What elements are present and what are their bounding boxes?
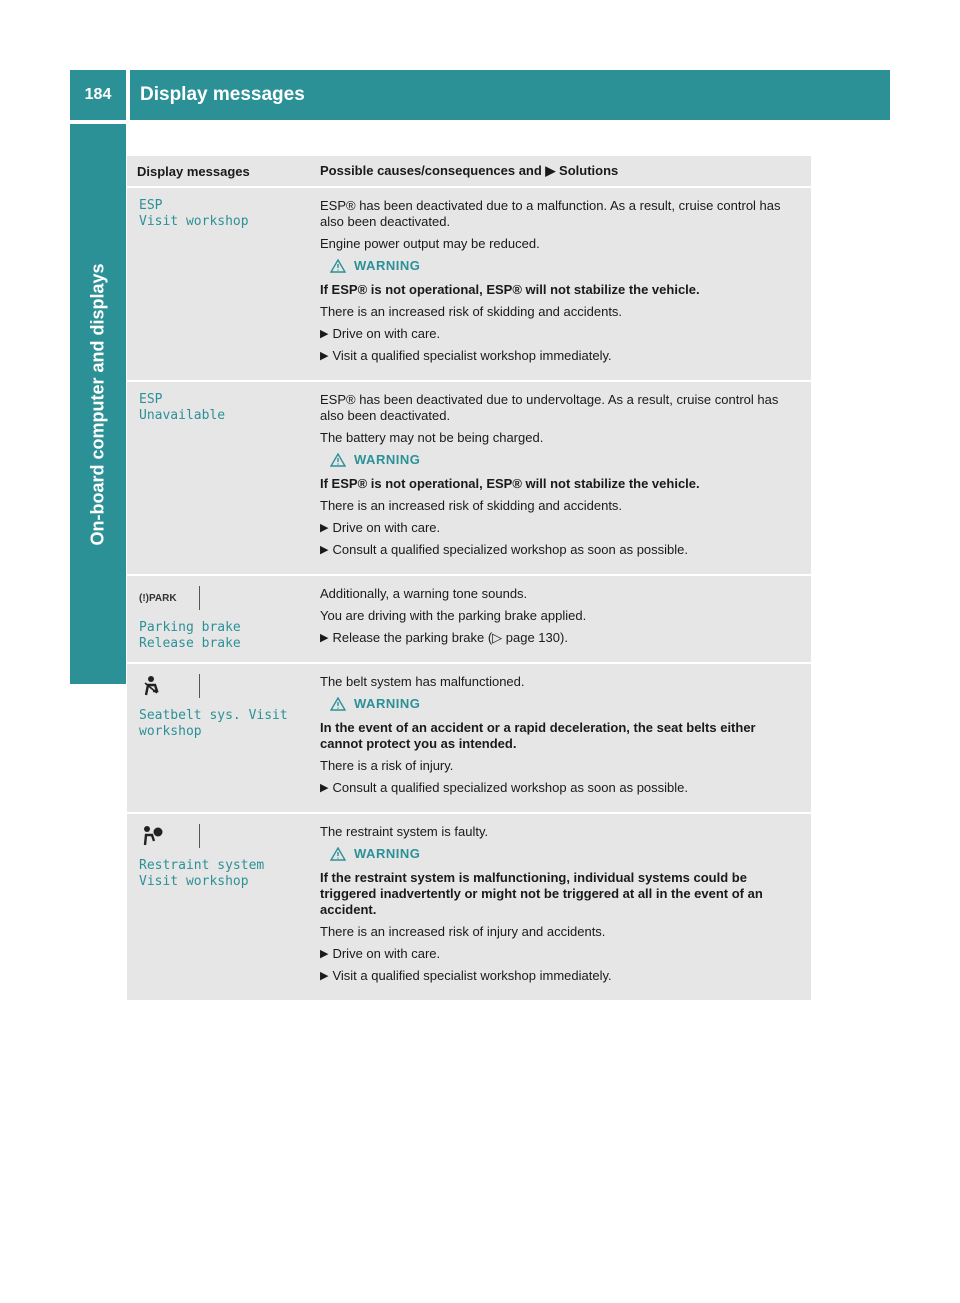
- warning-text: There is an increased risk of injury and accidents.: [320, 924, 606, 939]
- chapter-tab: [70, 124, 126, 684]
- warning-text: If ESP® is not operational, ESP® will not stabilize the vehicle.: [320, 282, 700, 297]
- warning-heading: WARNING: [320, 696, 801, 712]
- table-row: [127, 188, 811, 380]
- warning-heading: WARNING: [320, 258, 801, 274]
- warning-text: There is an increased risk of skidding and accidents.: [320, 498, 623, 513]
- warning-triangle-icon: [330, 259, 346, 273]
- warning-text: In the event of an accident or a rapid deceleration, the seat belts either cannot protect you as intended.: [320, 720, 756, 751]
- arrow-icon: ▶: [320, 632, 329, 644]
- warning-text: There is an increased risk of skidding and accidents.: [320, 304, 623, 319]
- cause-text: The battery may not be being charged.: [320, 430, 544, 445]
- warning-text: If ESP® is not operational, ESP® will not stabilize the vehicle.: [320, 476, 700, 491]
- cause-text: Additionally, a warning tone sounds.: [320, 586, 528, 601]
- arrow-icon: ▶: [320, 970, 329, 982]
- table-row: [127, 814, 811, 1000]
- display-message: Restraint system Visit workshop: [139, 858, 265, 889]
- warning-text: There is a risk of injury.: [320, 758, 454, 773]
- col-header-messages: Display messages: [137, 163, 250, 179]
- display-message: Seatbelt sys. Visit workshop: [139, 708, 288, 739]
- messages-table: [127, 156, 811, 1000]
- warning-triangle-icon: [330, 697, 346, 711]
- cause-text: ESP® has been deactivated due to a malfunction. As a result, cruise control has also been deactivated.: [320, 198, 781, 229]
- display-message: ESP Visit workshop: [139, 198, 249, 229]
- table-row: [127, 382, 811, 574]
- seatbelt-icon: [139, 674, 200, 698]
- arrow-icon: ▶: [320, 328, 329, 340]
- cause-text: Engine power output may be reduced.: [320, 236, 540, 251]
- warning-triangle-icon: [330, 847, 346, 861]
- solution-step: ▶ Visit a qualified specialist workshop immediately.: [320, 968, 612, 983]
- solution-step: ▶ Visit a qualified specialist workshop immediately.: [320, 348, 612, 363]
- warning-heading: WARNING: [320, 846, 801, 862]
- airbag-icon: [139, 824, 200, 848]
- arrow-icon: ▶: [320, 522, 329, 534]
- table-header: [127, 156, 811, 186]
- table-row: [127, 664, 811, 812]
- solution-step: ▶ Consult a qualified specialized workshop as soon as possible.: [320, 542, 689, 557]
- solution-step: ▶ Drive on with care.: [320, 946, 441, 961]
- parking-brake-icon: (!)PARK: [139, 586, 200, 610]
- cause-text: The belt system has malfunctioned.: [320, 674, 525, 689]
- page-title: Display messages: [130, 70, 890, 120]
- arrow-icon: ▶: [320, 544, 329, 556]
- col-header-causes: Possible causes/consequences and ▶ Solutions: [320, 163, 619, 178]
- warning-triangle-icon: [330, 453, 346, 467]
- display-message: Parking brake Release brake: [139, 620, 241, 651]
- arrow-icon: ▶: [320, 350, 329, 362]
- chapter-label: On-board computer and displays: [87, 262, 108, 546]
- cause-text: The restraint system is faulty.: [320, 824, 489, 839]
- warning-text: If the restraint system is malfunctioning, individual systems could be triggered inadvertently or might not be triggered at all in the event of an accident.: [320, 870, 763, 917]
- cause-text: ESP® has been deactivated due to undervoltage. As a result, cruise control has also been deactivated.: [320, 392, 779, 423]
- cause-text: You are driving with the parking brake applied.: [320, 608, 587, 623]
- page-number: 184: [70, 70, 126, 120]
- display-message: ESP Unavailable: [139, 392, 226, 423]
- solution-step: ▶ Consult a qualified specialized workshop as soon as possible.: [320, 780, 689, 795]
- page-header: [70, 70, 890, 120]
- solution-step: ▶ Release the parking brake (▷ page 130).: [320, 630, 568, 645]
- solution-step: ▶ Drive on with care.: [320, 520, 441, 535]
- arrow-icon: ▶: [320, 782, 329, 794]
- table-row: [127, 576, 811, 662]
- solution-step: ▶ Drive on with care.: [320, 326, 441, 341]
- warning-heading: WARNING: [320, 452, 801, 468]
- arrow-icon: ▶: [320, 948, 329, 960]
